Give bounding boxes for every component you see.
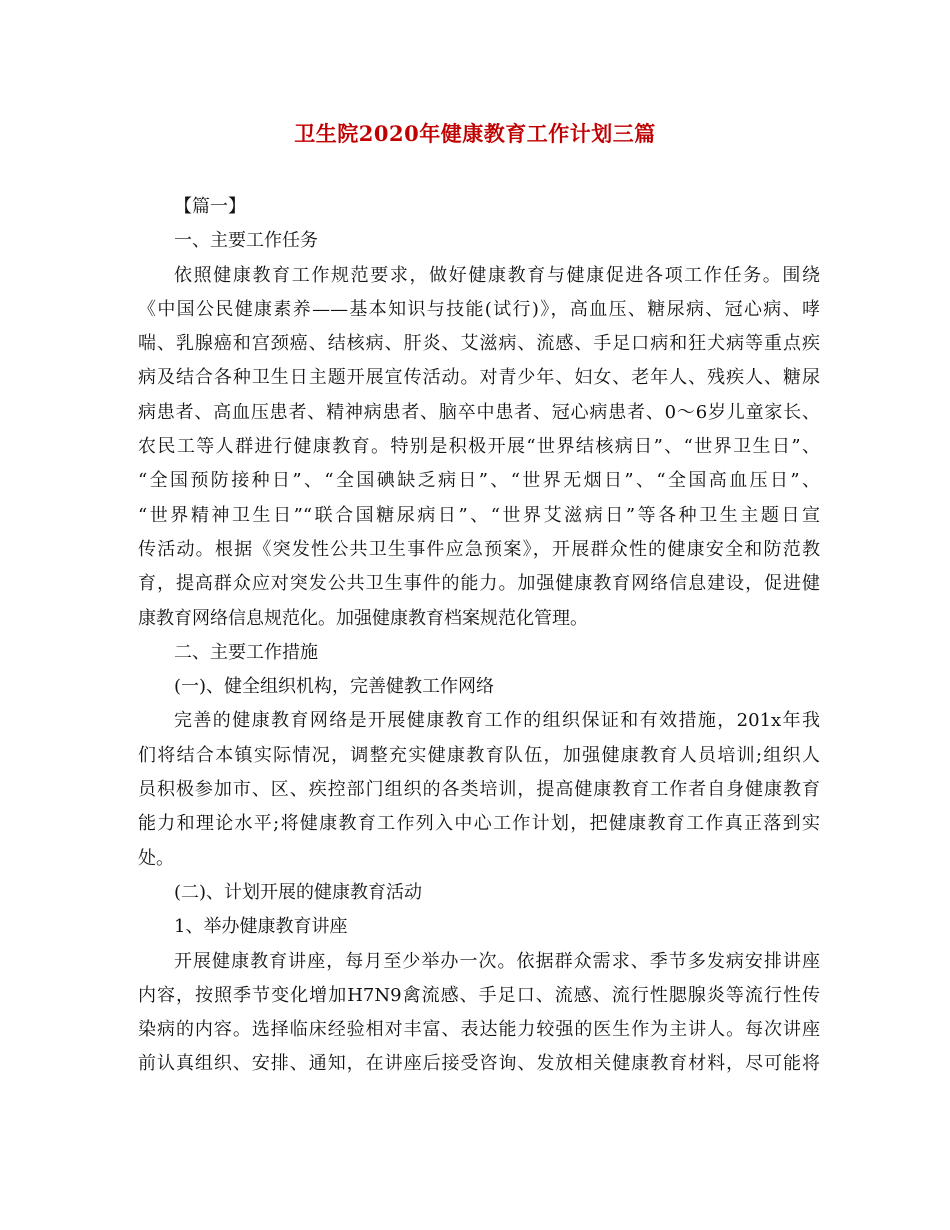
text-line: 内容，按照季节变化增加H7N9禽流感、手足口、流感、流行性腮腺炎等流行性传 xyxy=(138,984,820,1006)
text-line: 育，提高群众应对突发公共卫生事件的能力。加强健康教育网络信息建设，促进健 xyxy=(138,573,820,595)
text-line: 二、主要工作措施 xyxy=(174,641,318,663)
text-line: 完善的健康教育网络是开展健康教育工作的组织保证和有效措施，201x年我 xyxy=(174,710,820,732)
text-line: “全国预防接种日”、“全国碘缺乏病日”、“世界无烟日”、“全国高血压日”、 xyxy=(138,470,820,492)
text-line: 能力和理论水平;将健康教育工作列入中心工作计划，把健康教育工作真正落到实 xyxy=(138,813,820,835)
document-body xyxy=(138,190,820,1082)
text-line: 一、主要工作任务 xyxy=(174,230,318,252)
text-line: (一)、健全组织机构，完善健教工作网络 xyxy=(174,676,495,698)
text-line: 前认真组织、安排、通知，在讲座后接受咨询、发放相关健康教育材料，尽可能将 xyxy=(138,1053,820,1075)
text-line: 员积极参加市、区、疾控部门组织的各类培训，提高健康教育工作者自身健康教育 xyxy=(138,779,820,801)
text-line: “世界精神卫生日”“联合国糖尿病日”、“世界艾滋病日”等各种卫生主题日宣 xyxy=(138,504,820,526)
text-line: 处。 xyxy=(138,847,174,869)
text-line: 传活动。根据《突发性公共卫生事件应急预案》，开展群众性的健康安全和防范教 xyxy=(138,538,820,560)
text-line: 染病的内容。选择临床经验相对丰富、表达能力较强的医生作为主讲人。每次讲座 xyxy=(138,1019,820,1041)
text-line: 们将结合本镇实际情况，调整充实健康教育队伍，加强健康教育人员培训;组织人 xyxy=(138,744,820,766)
text-line: 《中国公民健康素养——基本知识与技能(试行)》，高血压、糖尿病、冠心病、哮 xyxy=(138,298,820,320)
text-line: 康教育网络信息规范化。加强健康教育档案规范化管理。 xyxy=(138,607,588,629)
text-line: 病患者、高血压患者、精神病患者、脑卒中患者、冠心病患者、0～6岁儿童家长、 xyxy=(138,401,820,423)
text-line: 农民工等人群进行健康教育。特别是积极开展“世界结核病日”、“世界卫生日”、 xyxy=(138,436,820,458)
text-line: 依照健康教育工作规范要求，做好健康教育与健康促进各项工作任务。围绕 xyxy=(174,264,820,286)
text-line: (二)、计划开展的健康教育活动 xyxy=(174,881,423,903)
text-line: 喘、乳腺癌和宫颈癌、结核病、肝炎、艾滋病、流感、手足口病和狂犬病等重点疾 xyxy=(138,333,820,355)
text-line: 1、举办健康教育讲座 xyxy=(174,916,348,938)
document-title: 卫生院2020年健康教育工作计划三篇 xyxy=(294,121,656,146)
text-line: 开展健康教育讲座，每月至少举办一次。依据群众需求、季节多发病安排讲座 xyxy=(174,950,820,972)
text-line: 【篇一】 xyxy=(174,196,246,217)
text-line: 病及结合各种卫生日主题开展宣传活动。对青少年、妇女、老年人、残疾人、糖尿 xyxy=(138,367,820,389)
